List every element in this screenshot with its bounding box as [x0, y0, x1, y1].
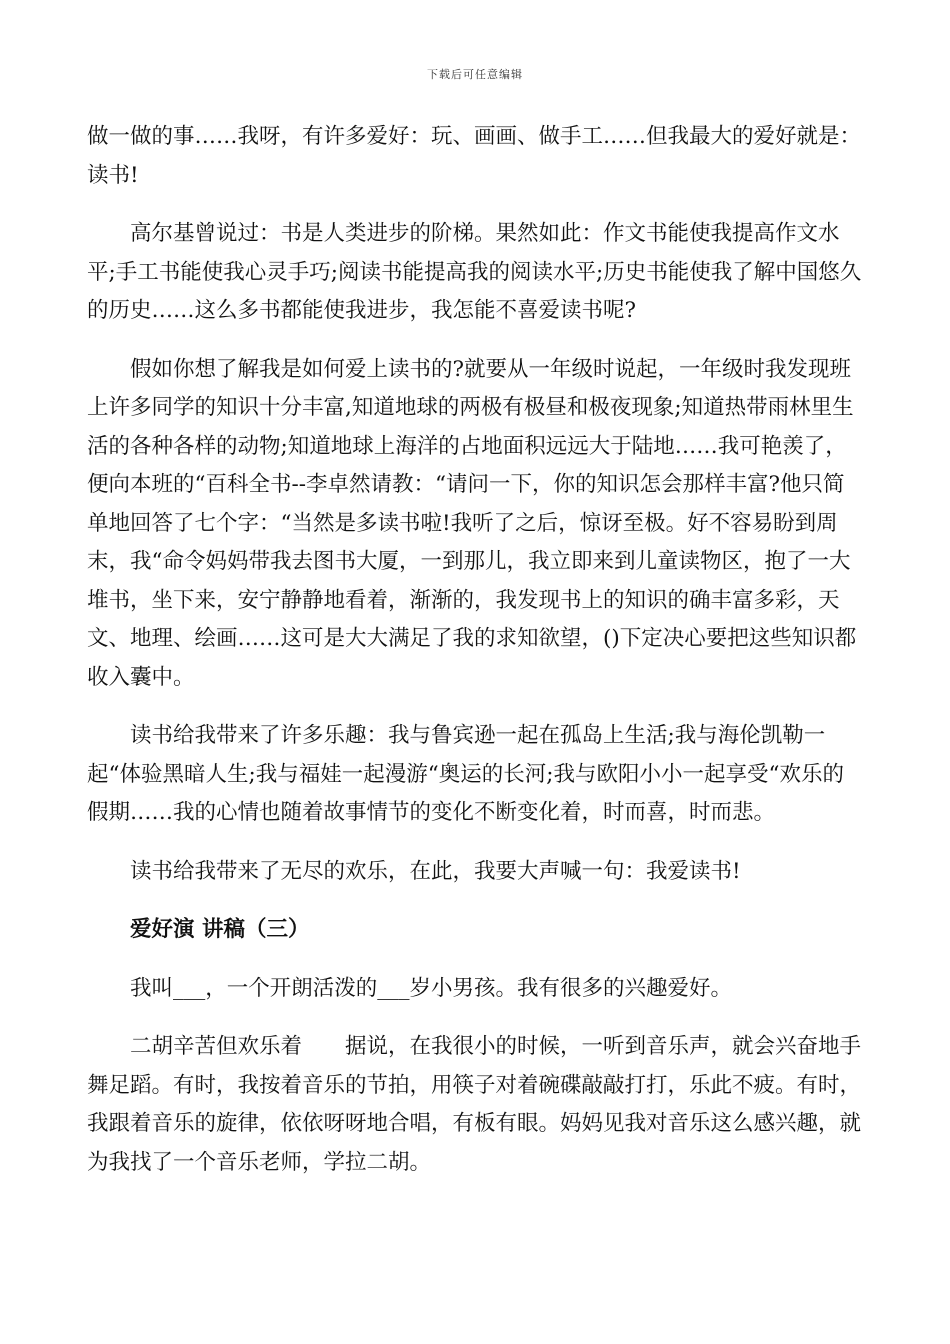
paragraph-7: 二胡辛苦但欢乐着 据说，在我很小的时候，一听到音乐声，就会兴奋地手舞足蹈。有时，我按着音乐的节拍，用筷子对着碗碟敲敲打打，乐此不疲。有时，我跟着音乐的旋律，依依呀呀地合唱，有板有眼。妈妈见我对音乐这么感兴趣，就为我找了一个音乐老师，学拉二胡。	[87, 1034, 862, 1175]
paragraph-4: 读书给我带来了许多乐趣：我与鲁宾逊一起在孤岛上生活;我与海伦凯勒一起“体验黑暗人生;我与福娃一起漫游“奥运的长河;我与欧阳小小一起享受“欢乐的假期……我的心情也随着故事情节的变化不断变化着，时而喜，时而悲。	[87, 723, 844, 825]
paragraph-5: 读书给我带来了无尽的欢乐，在此，我要大声喊一句：我爱读书!	[130, 858, 741, 884]
paragraph-1: 做一做的事……我呀，有许多爱好：玩、画画、做手工……但我最大的爱好就是：读书!	[87, 124, 862, 188]
page-header: 下载后可任意编辑	[427, 68, 523, 81]
paragraph-2: 高尔基曾说过：书是人类进步的阶梯。果然如此：作文书能使我提高作文水平;手工书能使我心灵手巧;阅读书能提高我的阅读水平;历史书能使我了解中国悠久的历史……这么多书都能使我进步，我怎能不喜爱读书呢?	[87, 221, 862, 323]
document-body	[87, 118, 862, 1202]
section-heading: 爱好演 讲稿（三）	[130, 917, 310, 942]
paragraph-6: 我叫___，一个开朗活泼的___岁小男孩。我有很多的兴趣爱好。	[130, 975, 733, 1001]
paragraph-3: 假如你想了解我是如何爱上读书的?就要从一年级时说起，一年级时我发现班上许多同学的知识十分丰富,知道地球的两极有极昼和极夜现象;知道热带雨林里生活的各种各样的动物;知道地球上海洋的占地面积远远大于陆地……我可艳羡了，便向本班的“百科全书--李卓然请教：“请问一下，你的知识怎会那样丰富?他只简单地回答了七个字：“当然是多读书啦!我听了之后，惊讶至极。好不容易盼到周末，我“命令妈妈带我去图书大厦，一到那儿，我立即来到儿童读物区，抱了一大堆书，坐下来，安宁静静地看着，渐渐的，我发现书上的知识的确丰富多彩，天文、地理、绘画……这可是大大满足了我的求知欲望，()下定决心要把这些知识都收入囊中。	[87, 356, 857, 690]
